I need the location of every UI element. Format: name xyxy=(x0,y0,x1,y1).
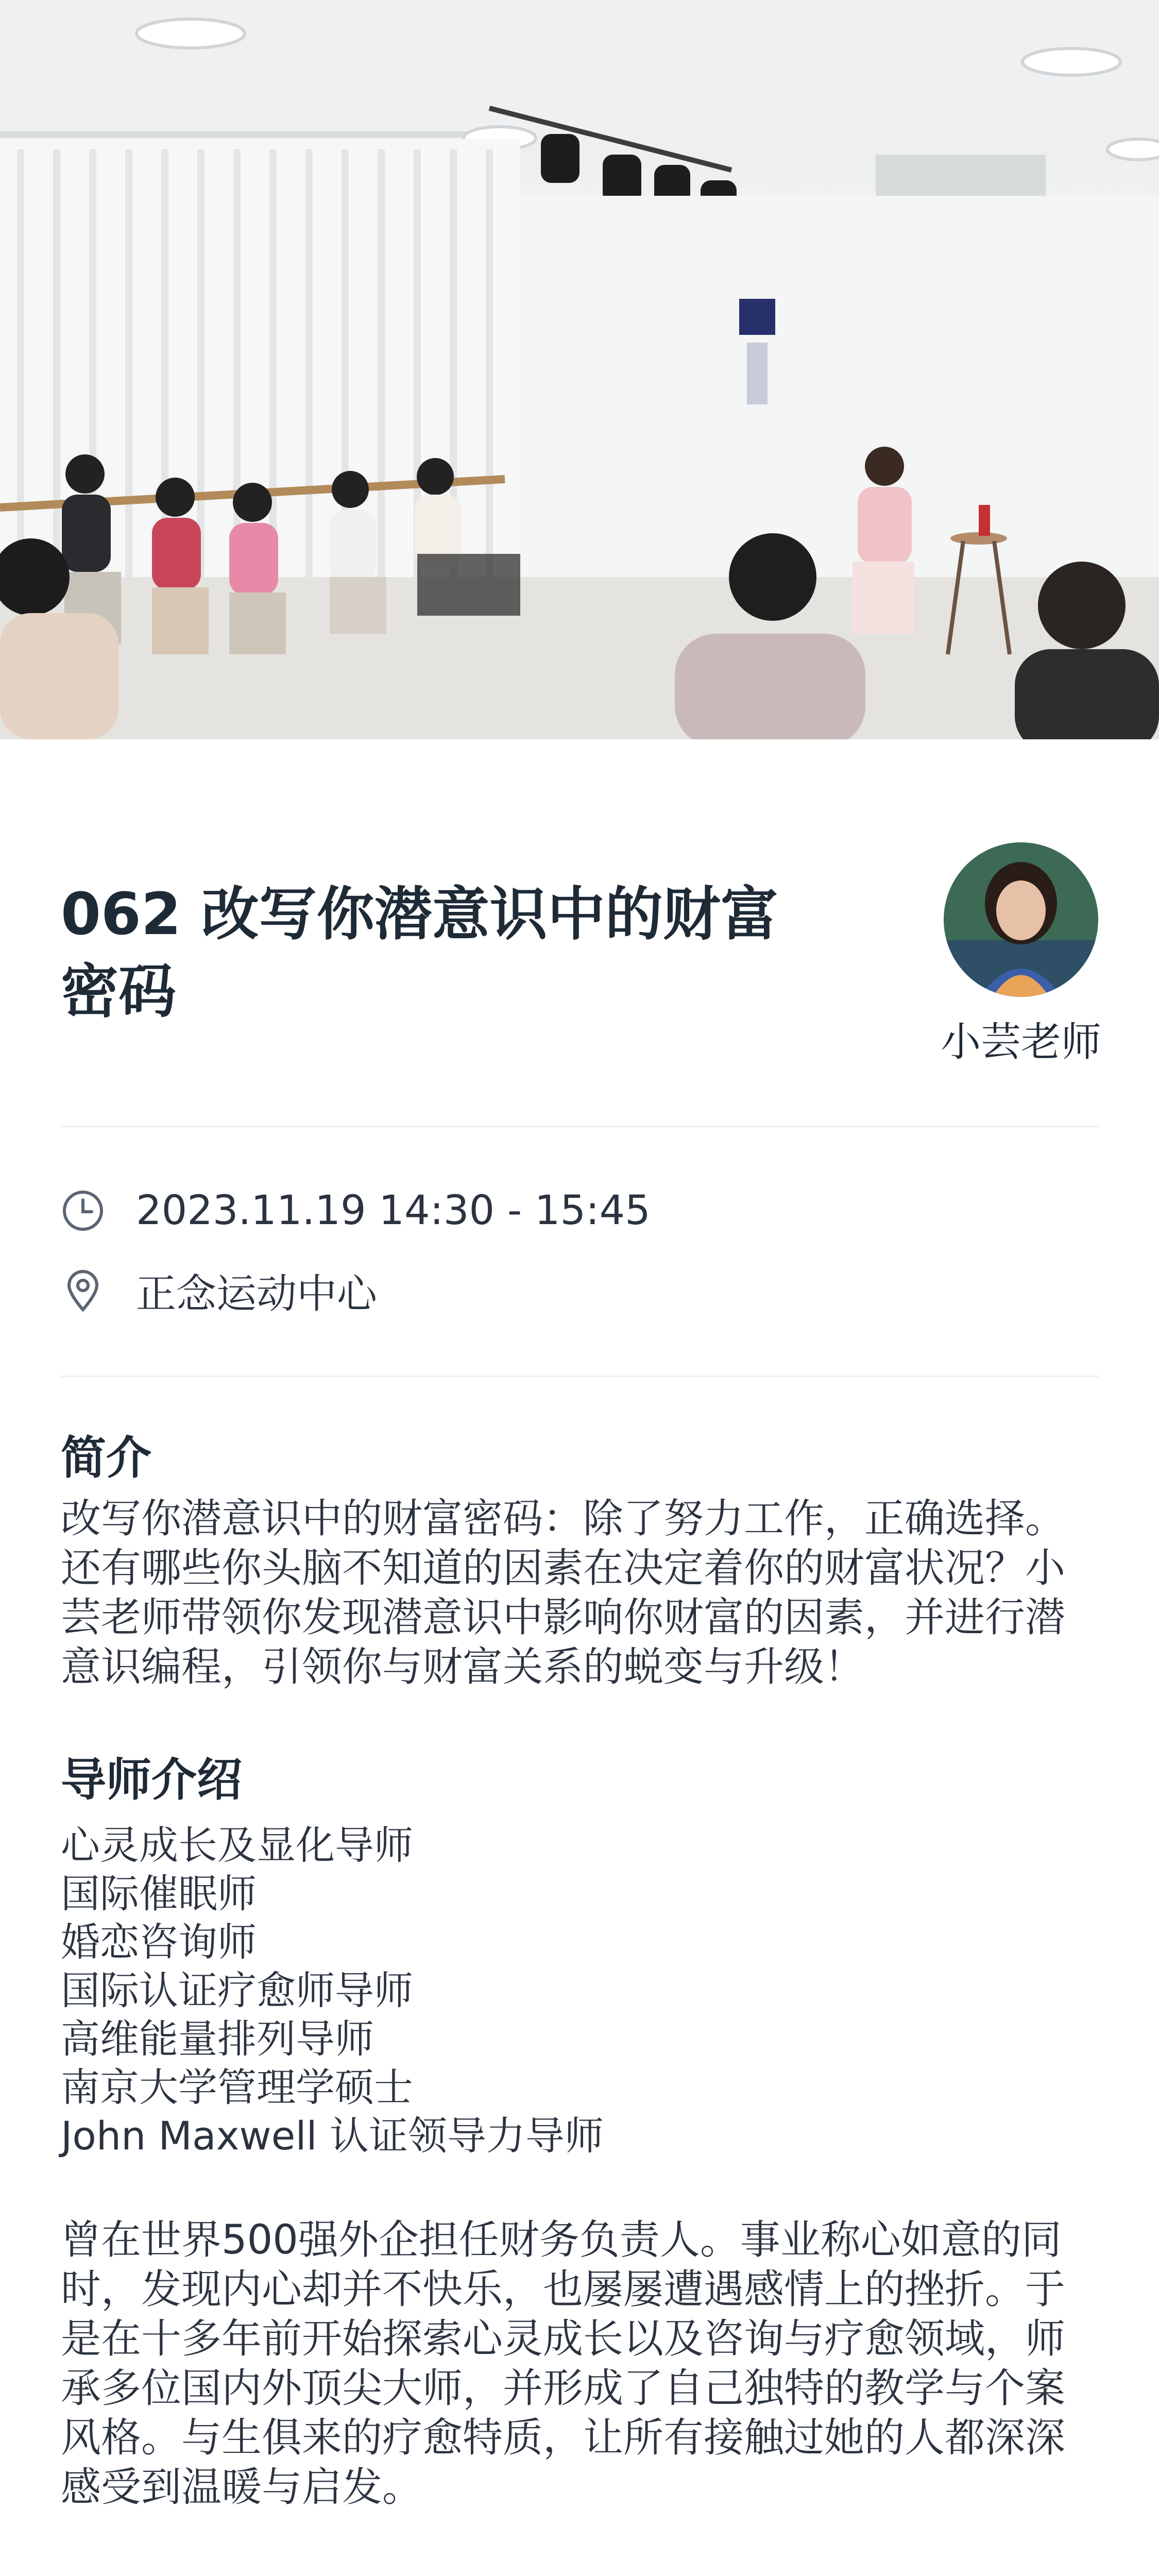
location-pin-icon xyxy=(61,1268,105,1313)
divider xyxy=(61,1126,1098,1127)
mentor-bio: 曾在世界500强外企担任财务负责人。事业称心如意的同时，发现内心却并不快乐，也屡屡遭遇感情上的挫折。于是在十多年前开始探索心灵成长以及咨询与疗愈领域，师承多位国内外顶尖大师，并形成了自己独特的教学与个案风格。与生俱来的疗愈特质，让所有接触过她的人都深深感受到温暖与启发。 xyxy=(61,2217,1066,2511)
mentor-credentials xyxy=(61,1821,1091,2160)
credential-item: 国际认证疗愈师导师 xyxy=(61,1968,413,2013)
event-datetime: 2023.11.19 14:30 - 15:45 xyxy=(136,1188,651,1234)
divider xyxy=(61,1376,1098,1377)
credential-item: 心灵成长及显化导师 xyxy=(61,1822,413,1868)
hero-photo-studio xyxy=(0,0,1159,739)
credential-item: John Maxwell 认证领导力导师 xyxy=(61,2113,604,2159)
event-title: 062 改写你潜意识中的财富密码 xyxy=(61,881,778,1025)
clock-icon xyxy=(61,1189,105,1233)
intro-heading: 简介 xyxy=(61,1431,152,1484)
location-row[interactable] xyxy=(61,1262,377,1319)
mentor-heading: 导师介绍 xyxy=(61,1753,243,1806)
credential-item: 婚恋咨询师 xyxy=(61,1919,257,1965)
credential-item: 高维能量排列导师 xyxy=(61,2016,374,2062)
teacher-name: 小芸老师 xyxy=(940,1019,1101,1065)
teacher-avatar[interactable] xyxy=(944,842,1098,997)
credential-item: 国际催眠师 xyxy=(61,1871,257,1917)
credential-item: 南京大学管理学硕士 xyxy=(61,2064,413,2110)
datetime-row xyxy=(61,1182,651,1239)
event-location: 正念运动中心 xyxy=(136,1271,378,1317)
intro-text: 改写你潜意识中的财富密码：除了努力工作，正确选择。还有哪些你头脑不知道的因素在决定着你的财富状况？小芸老师带领你发现潜意识中影响你财富的因素，并进行潜意识编程，引领你与财富关系的蜕变与升级！ xyxy=(61,1496,1066,1690)
